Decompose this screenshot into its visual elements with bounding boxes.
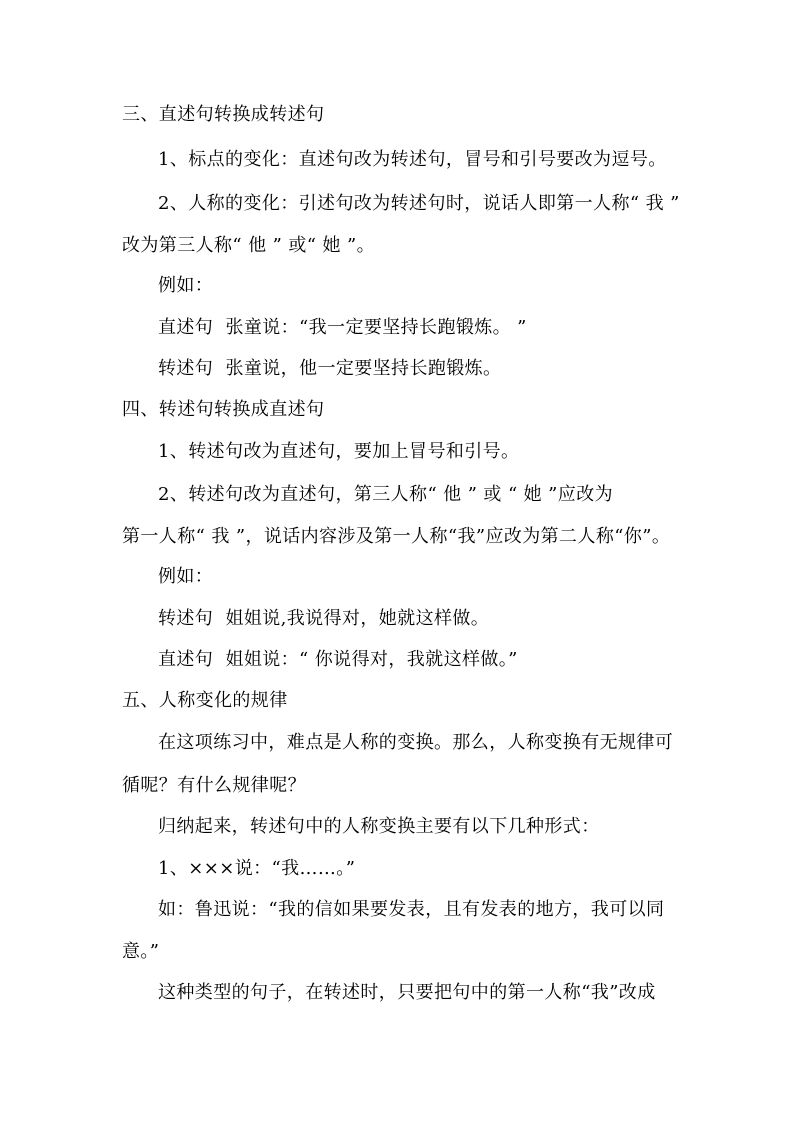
paragraph-line: 例如： [158,275,214,296]
paragraph-line: 直述句 姐姐说：“ 你说得对，我就这样做。” [158,649,518,670]
paragraph-line: 2、转述句改为直述句，第三人称“ 他 ” 或 “ 她 ”应改为 [158,484,613,505]
paragraph-line: 如：鲁迅说：“我的信如果要发表，且有发表的地方，我可以同 [158,899,665,920]
paragraph-line: 转述句 张童说，他一定要坚持长跑锻炼。 [158,358,502,379]
heading-section-5: 五、人称变化的规律 [122,690,288,711]
paragraph-line: 1、标点的变化：直述句改为转述句，冒号和引号要改为逗号。 [158,149,667,170]
paragraph-line: 改为第三人称“ 他 ” 或“ 她 ”。 [122,235,376,256]
paragraph-line: 归纳起来，转述句中的人称变换主要有以下几种形式： [158,816,600,837]
heading-section-4: 四、转述句转换成直述句 [122,399,325,420]
paragraph-line: 1、×××说：“我……。” [158,858,356,879]
paragraph-line: 循呢？有什么规律呢？ [122,775,306,796]
paragraph-line: 直述句 张童说：“我一定要坚持长跑锻炼。 ” [158,317,527,338]
paragraph-line: 2、人称的变化：引述句改为转述句时，说话人即第一人称“ 我 ” [158,193,680,214]
paragraph-line: 例如： [158,566,214,587]
paragraph-line: 意。” [122,941,160,962]
paragraph-line: 转述句 姐姐说,我说得对，她就这样做。 [158,608,490,629]
paragraph-line: 1、转述句改为直述句，要加上冒号和引号。 [158,441,520,462]
paragraph-line: 第一人称“ 我 ”，说话内容涉及第一人称“我”应改为第二人称“你”。 [122,526,671,547]
heading-section-3: 三、直述句转换成转述句 [122,104,325,125]
paragraph-line: 在这项练习中，难点是人称的变换。那么，人称变换有无规律可 [158,732,674,753]
paragraph-line: 这种类型的句子，在转述时，只要把句中的第一人称“我”改成 [158,982,656,1003]
